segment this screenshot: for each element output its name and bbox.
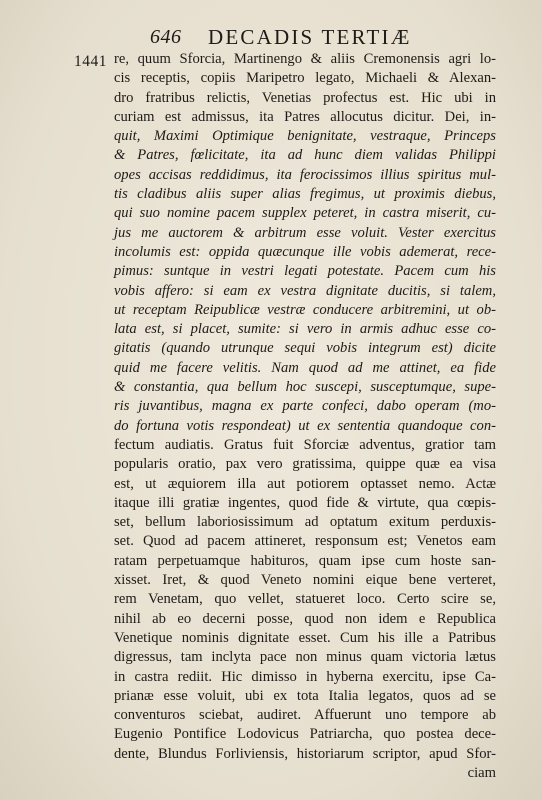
text-line: ciam <box>467 764 496 781</box>
text-line: itaque illi gratiæ ingentes, quod fide & virtute, qua cœpis- <box>114 494 496 511</box>
text-line: digressus, tam inclyta pace non minus quam victoria lætus <box>114 649 496 666</box>
text-line: qui suo nomine pacem supplex peteret, in castra miserit, cu- <box>114 205 496 222</box>
text-line: set. Quod ad pacem attineret, responsum est; Venetos eam <box>114 533 496 550</box>
text-line: gitatis (quando utrunque sequi vobis integrum est) dicite <box>114 340 496 357</box>
text-line: est, ut æquiorem illa aut potiorem optasset nemo. Actæ <box>114 475 496 492</box>
text-line: fectum audiatis. Gratus fuit Sforciæ adventus, gratior tam <box>114 436 496 453</box>
text-line: conventuros sciebat, audiret. Affuerunt uno tempore ab <box>114 707 496 724</box>
text-line: set, bellum laboriosissimum ad optatum exitum perduxis- <box>114 514 496 531</box>
text-line: re, quum Sforcia, Martinengo & aliis Cremonensis agri lo- <box>114 51 496 67</box>
text-line: do fortuna votis respondeat) ut ex sententia quandoque con- <box>114 417 496 434</box>
text-line: jus me auctorem & arbitrum esse voluit. Vester exercitus <box>114 224 496 241</box>
text-line: prianæ esse voluit, ubi ex tota Italia legatos, quos ad se <box>114 687 496 704</box>
text-line: lata est, si placet, sumite: si vero in armis adhuc esse co- <box>114 321 496 338</box>
text-line: & Patres, fœlicitate, ita ad hunc diem validas Philippi <box>114 147 496 164</box>
text-line: incolumis est: oppida quæcunque ille vobis ademerat, rece- <box>114 243 496 260</box>
text-line: dente, Blundus Forliviensis, historiarum scriptor, apud Sfor- <box>114 745 496 762</box>
text-line: rem Venetam, quo vellet, statueret loco. Certo scire se, <box>114 591 496 608</box>
page-header <box>0 26 542 50</box>
text-line: cis receptis, copiis Maripetro legato, Michaeli & Alexan- <box>114 70 496 87</box>
text-line: quit, Maximi Optimique benignitate, vestraque, Princeps <box>114 128 496 145</box>
text-line: ut receptam Reipublicæ vestræ conducere arbitremini, ut ob- <box>114 301 496 318</box>
running-title: DECADIS TERTIÆ <box>208 25 412 49</box>
text-line: & constantia, qua bellum hoc suscepi, susceptumque, supe- <box>114 379 496 396</box>
text-line: popularis oratio, pax vero gratissima, quippe quæ ea visa <box>114 456 496 473</box>
text-line: tis cladibus aliis super alias fregimus, ut proximis diebus, <box>114 186 496 203</box>
text-line: vobis affero: si eam ex vestra dignitate ducitis, si talem, <box>114 282 496 299</box>
text-line: quid me facere velitis. Nam quod ad me attinet, ea fide <box>114 359 496 376</box>
text-line: Eugenio Pontifice Lodovicus Patriarcha, quo postea dece- <box>114 726 496 743</box>
text-line: nihil ab eo decerni posse, quod non idem e Republica <box>114 610 496 627</box>
text-line: ratam perpetuamque habituros, quam ipse cum hoste san- <box>114 552 496 569</box>
body-text <box>114 50 496 783</box>
text-line: in castra rediit. Hic dimisso in hyberna exercitu, ipse Ca- <box>114 668 496 685</box>
margin-year: 1441 <box>74 53 107 70</box>
text-line: dro fratribus relictis, Venetias profectus est. Hic ubi in <box>114 89 496 106</box>
text-line: opes accisas reddidimus, ita ferocissimos illius spiritus mul- <box>114 166 496 183</box>
text-line: curiam est admissus, ita Patres allocutus dicitur. Dei, in- <box>114 108 496 125</box>
page-number: 646 <box>150 26 182 48</box>
text-line: Venetique nominis dignitate esset. Cum his ille a Patribus <box>114 629 496 646</box>
text-line: ris juvantibus, magna ex parte confeci, dabo operam (mo- <box>114 398 496 415</box>
text-line: xisset. Iret, & quod Veneto nomini eique bene verteret, <box>114 572 496 589</box>
text-line: pimus: suntque in vestri legati potestate. Pacem cum his <box>114 263 496 280</box>
